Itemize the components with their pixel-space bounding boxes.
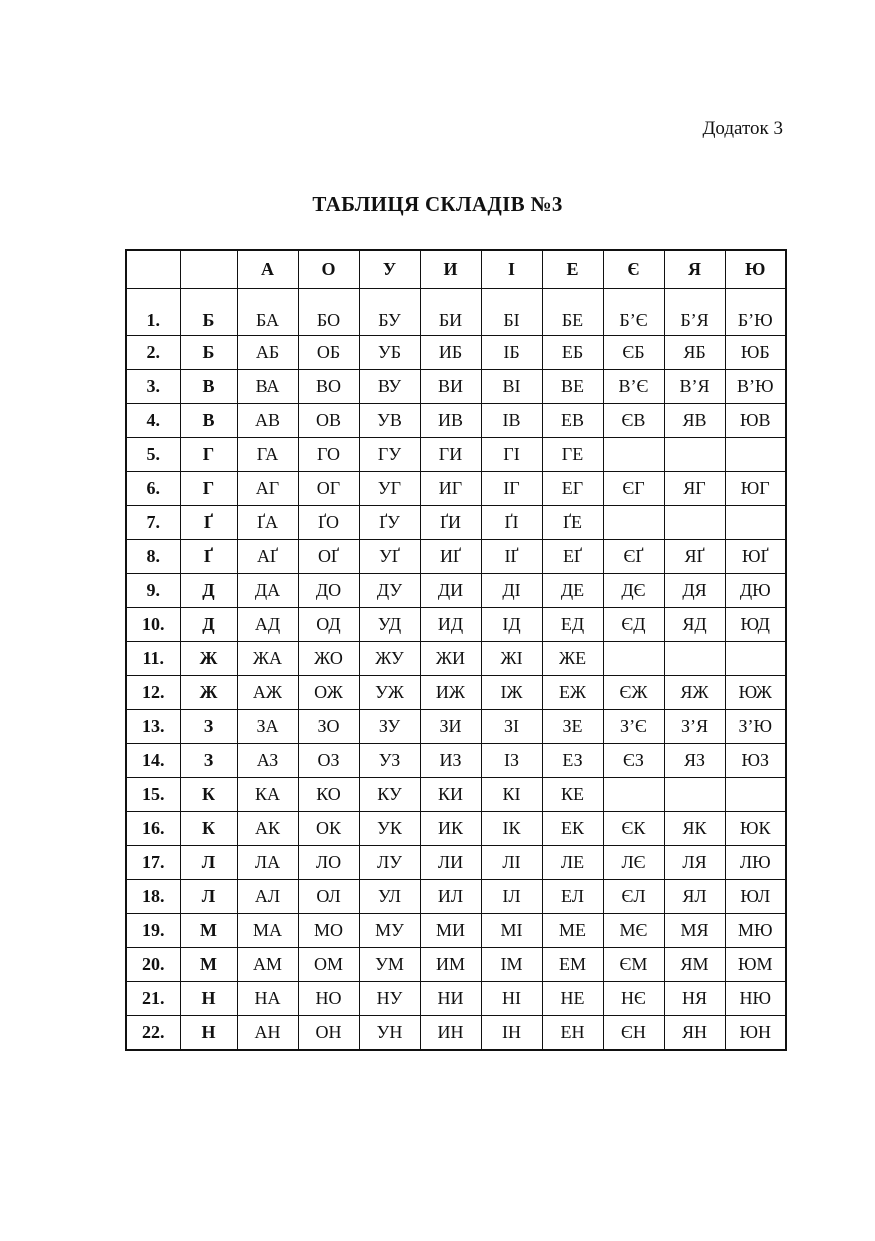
table-row [126,846,786,880]
syllable-cell: ЗИ [420,710,481,744]
syllable-cell: КЕ [542,778,603,812]
syllable-cell: ИК [420,812,481,846]
syllable-cell: ҐА [237,506,298,540]
row-consonant: М [180,914,237,948]
syllable-cell: ДІ [481,574,542,608]
syllable-cell: ЮМ [725,948,786,982]
syllable-cell: ЄЛ [603,880,664,914]
row-number: 17. [126,846,180,880]
syllable-cell: ЮН [725,1016,786,1051]
syllable-cell: ИҐ [420,540,481,574]
syllable-cell: ГЕ [542,438,603,472]
syllable-cell: ЮЖ [725,676,786,710]
syllable-cell: ВА [237,370,298,404]
syllable-cell: КО [298,778,359,812]
syllable-cell: ИД [420,608,481,642]
table-row [126,778,786,812]
header-cell: Е [542,250,603,289]
header-cell: Ю [725,250,786,289]
syllable-cell [725,778,786,812]
syllable-cell: НО [298,982,359,1016]
row-number: 22. [126,1016,180,1051]
syllable-cell: УМ [359,948,420,982]
header-cell [180,250,237,289]
syllable-cell: МІ [481,914,542,948]
syllable-cell: ЛЄ [603,846,664,880]
syllable-cell: НЄ [603,982,664,1016]
row-consonant: Г [180,472,237,506]
syllable-cell: В’Ю [725,370,786,404]
syllable-cell: ЛО [298,846,359,880]
syllable-cell: ЄҐ [603,540,664,574]
syllable-cell: ЄЖ [603,676,664,710]
syllable-cell: НА [237,982,298,1016]
syllable-cell: ІБ [481,336,542,370]
syllable-cell: ЯБ [664,336,725,370]
page-title: ТАБЛИЦЯ СКЛАДІВ №3 [312,192,563,216]
row-number: 9. [126,574,180,608]
syllable-cell: БЕ [542,289,603,336]
row-consonant: Д [180,574,237,608]
row-consonant: Ж [180,642,237,676]
syllable-cell: ИГ [420,472,481,506]
syllable-cell: МЄ [603,914,664,948]
row-number: 19. [126,914,180,948]
syllable-cell: ЕЗ [542,744,603,778]
syllable-cell: ҐО [298,506,359,540]
table-row [126,880,786,914]
row-number: 10. [126,608,180,642]
syllable-cell [603,506,664,540]
syllable-cell: АМ [237,948,298,982]
header-cell: И [420,250,481,289]
row-consonant: Б [180,336,237,370]
syllable-cell: ЖА [237,642,298,676]
syllable-cell: В’Є [603,370,664,404]
syllable-cell: ОҐ [298,540,359,574]
syllable-cell: ОН [298,1016,359,1051]
syllable-cell: УК [359,812,420,846]
syllable-cell: ОЗ [298,744,359,778]
row-number: 1. [126,289,180,336]
syllable-cell: ІГ [481,472,542,506]
syllable-cell: ДЯ [664,574,725,608]
syllable-cell: ГА [237,438,298,472]
syllable-cell: УҐ [359,540,420,574]
row-number: 18. [126,880,180,914]
row-number: 7. [126,506,180,540]
syllable-cell: ЯЗ [664,744,725,778]
row-consonant: Ж [180,676,237,710]
syllable-cell: ЖУ [359,642,420,676]
syllable-cell: В’Я [664,370,725,404]
syllable-cell: ОЖ [298,676,359,710]
row-number: 4. [126,404,180,438]
syllable-cell: ЖО [298,642,359,676]
syllable-cell: КА [237,778,298,812]
syllable-cell: ДЄ [603,574,664,608]
syllable-cell: ЯК [664,812,725,846]
row-consonant: М [180,948,237,982]
syllable-cell: ЄЗ [603,744,664,778]
syllable-cell: ІЛ [481,880,542,914]
syllable-cell: УВ [359,404,420,438]
row-number: 6. [126,472,180,506]
syllable-cell: ЯҐ [664,540,725,574]
syllable-cell [664,438,725,472]
row-consonant: Н [180,982,237,1016]
syllable-cell: ГУ [359,438,420,472]
syllable-cell: АД [237,608,298,642]
syllable-cell: НИ [420,982,481,1016]
row-consonant: Д [180,608,237,642]
syllable-cell: ЕВ [542,404,603,438]
row-consonant: В [180,370,237,404]
syllable-cell [664,642,725,676]
syllable-cell: ЮГ [725,472,786,506]
table-row [126,370,786,404]
syllable-cell: ІВ [481,404,542,438]
syllable-cell: АЗ [237,744,298,778]
syllable-table [125,249,787,1051]
table-row [126,540,786,574]
row-consonant: Н [180,1016,237,1051]
syllable-cell: УГ [359,472,420,506]
row-number: 8. [126,540,180,574]
syllable-cell: МА [237,914,298,948]
syllable-cell: З’Я [664,710,725,744]
syllable-cell: АГ [237,472,298,506]
syllable-cell: АН [237,1016,298,1051]
syllable-cell: ГО [298,438,359,472]
row-number: 21. [126,982,180,1016]
syllable-cell [664,778,725,812]
syllable-cell [725,438,786,472]
syllable-cell: ҐЕ [542,506,603,540]
syllable-cell: ЮБ [725,336,786,370]
syllable-cell: ДЮ [725,574,786,608]
syllable-cell: ГИ [420,438,481,472]
row-number: 16. [126,812,180,846]
syllable-cell: БИ [420,289,481,336]
syllable-cell: ЄБ [603,336,664,370]
syllable-cell: МЯ [664,914,725,948]
header-cell: І [481,250,542,289]
syllable-cell [725,506,786,540]
row-consonant: Ґ [180,540,237,574]
syllable-cell: ЯЖ [664,676,725,710]
syllable-cell: ЛЮ [725,846,786,880]
table-row [126,289,786,336]
syllable-cell: УБ [359,336,420,370]
table-row [126,574,786,608]
row-number: 2. [126,336,180,370]
syllable-cell: ЛІ [481,846,542,880]
table-row [126,506,786,540]
syllable-cell: ИЖ [420,676,481,710]
syllable-cell: ЕН [542,1016,603,1051]
table-row [126,336,786,370]
syllable-cell: ВИ [420,370,481,404]
row-consonant: Ґ [180,506,237,540]
row-consonant: З [180,710,237,744]
syllable-cell: АВ [237,404,298,438]
syllable-cell: ЮК [725,812,786,846]
syllable-cell [664,506,725,540]
row-number: 20. [126,948,180,982]
syllable-cell: ЕК [542,812,603,846]
syllable-cell: АБ [237,336,298,370]
syllable-cell: БО [298,289,359,336]
syllable-cell: ЛУ [359,846,420,880]
syllable-cell: ЄД [603,608,664,642]
syllable-cell: ВЕ [542,370,603,404]
syllable-cell: ИЗ [420,744,481,778]
syllable-cell: НІ [481,982,542,1016]
syllable-cell: ЕЖ [542,676,603,710]
syllable-cell: ОЛ [298,880,359,914]
syllable-cell [725,642,786,676]
table-row [126,438,786,472]
syllable-cell: З’Ю [725,710,786,744]
syllable-cell: ЖИ [420,642,481,676]
syllable-cell: ЕҐ [542,540,603,574]
table-row [126,642,786,676]
row-consonant: Л [180,880,237,914]
syllable-cell: ВІ [481,370,542,404]
syllable-cell: ЛА [237,846,298,880]
table-row [126,710,786,744]
table-row [126,1016,786,1051]
syllable-cell: ОД [298,608,359,642]
syllable-cell: УД [359,608,420,642]
table-row [126,914,786,948]
syllable-cell: ОК [298,812,359,846]
syllable-cell: ІЖ [481,676,542,710]
syllable-cell: АК [237,812,298,846]
syllable-cell: ДУ [359,574,420,608]
syllable-cell [603,642,664,676]
appendix-label: Додаток 3 [702,118,783,139]
syllable-cell: Б’Ю [725,289,786,336]
syllable-cell: УЖ [359,676,420,710]
row-consonant: К [180,812,237,846]
syllable-cell: ЗУ [359,710,420,744]
syllable-cell: ДЕ [542,574,603,608]
syllable-cell: КІ [481,778,542,812]
syllable-cell: ЮЗ [725,744,786,778]
syllable-cell: ЯН [664,1016,725,1051]
table-row [126,744,786,778]
syllable-cell: НЕ [542,982,603,1016]
syllable-cell: БУ [359,289,420,336]
syllable-cell: ИВ [420,404,481,438]
table-row [126,404,786,438]
header-cell: О [298,250,359,289]
syllable-cell: ДА [237,574,298,608]
syllable-cell: ІК [481,812,542,846]
row-number: 13. [126,710,180,744]
syllable-cell [603,778,664,812]
syllable-cell: ЯМ [664,948,725,982]
syllable-cell: ЮЛ [725,880,786,914]
syllable-cell: ИБ [420,336,481,370]
table-row [126,472,786,506]
row-number: 5. [126,438,180,472]
row-number: 14. [126,744,180,778]
header-cell: Є [603,250,664,289]
syllable-cell: Б’Я [664,289,725,336]
syllable-cell: ВО [298,370,359,404]
syllable-cell: НЮ [725,982,786,1016]
syllable-cell: ЗО [298,710,359,744]
syllable-cell: ІН [481,1016,542,1051]
syllable-cell: ЯВ [664,404,725,438]
row-consonant: З [180,744,237,778]
syllable-cell: ЕБ [542,336,603,370]
syllable-cell: ЛЯ [664,846,725,880]
syllable-cell: УН [359,1016,420,1051]
header-row [126,250,786,289]
syllable-cell: ДО [298,574,359,608]
syllable-cell: МО [298,914,359,948]
syllable-cell: КИ [420,778,481,812]
syllable-cell: ЮҐ [725,540,786,574]
syllable-cell: ИН [420,1016,481,1051]
header-cell: У [359,250,420,289]
syllable-cell: ЕМ [542,948,603,982]
row-number: 15. [126,778,180,812]
syllable-cell: НУ [359,982,420,1016]
syllable-cell: ИМ [420,948,481,982]
syllable-cell: Б’Є [603,289,664,336]
syllable-cell: ЛЕ [542,846,603,880]
syllable-cell: УЗ [359,744,420,778]
syllable-cell: ЕД [542,608,603,642]
syllable-cell: ЖІ [481,642,542,676]
syllable-cell: ЖЕ [542,642,603,676]
row-number: 3. [126,370,180,404]
syllable-cell: ҐИ [420,506,481,540]
syllable-cell: ЯЛ [664,880,725,914]
syllable-cell: ДИ [420,574,481,608]
syllable-cell: АЖ [237,676,298,710]
syllable-cell: ҐУ [359,506,420,540]
row-number: 12. [126,676,180,710]
syllable-cell: ҐІ [481,506,542,540]
row-consonant: Л [180,846,237,880]
syllable-cell: ІД [481,608,542,642]
syllable-cell: БІ [481,289,542,336]
syllable-cell: МИ [420,914,481,948]
syllable-cell: ЗІ [481,710,542,744]
syllable-cell: З’Є [603,710,664,744]
syllable-cell: ЄК [603,812,664,846]
syllable-cell: ЮВ [725,404,786,438]
syllable-cell: ЄН [603,1016,664,1051]
table-row [126,608,786,642]
syllable-cell: ОМ [298,948,359,982]
syllable-cell: ІМ [481,948,542,982]
syllable-cell: УЛ [359,880,420,914]
syllable-cell: ЯД [664,608,725,642]
syllable-cell: ИЛ [420,880,481,914]
row-number: 11. [126,642,180,676]
syllable-cell: ЗА [237,710,298,744]
syllable-cell: ЄМ [603,948,664,982]
syllable-cell: БА [237,289,298,336]
syllable-cell: ІҐ [481,540,542,574]
syllable-cell: ОВ [298,404,359,438]
syllable-cell: ОБ [298,336,359,370]
syllable-cell: АҐ [237,540,298,574]
row-consonant: К [180,778,237,812]
syllable-cell: КУ [359,778,420,812]
row-consonant: В [180,404,237,438]
syllable-cell: АЛ [237,880,298,914]
syllable-cell: ЄВ [603,404,664,438]
syllable-cell [603,438,664,472]
syllable-cell: НЯ [664,982,725,1016]
table-row [126,812,786,846]
syllable-cell: ОГ [298,472,359,506]
header-cell [126,250,180,289]
syllable-cell: ВУ [359,370,420,404]
syllable-cell: ЄГ [603,472,664,506]
header-cell: А [237,250,298,289]
syllable-cell: МЕ [542,914,603,948]
header-cell: Я [664,250,725,289]
syllable-cell: ЕЛ [542,880,603,914]
syllable-cell: ЕГ [542,472,603,506]
syllable-cell: ЯГ [664,472,725,506]
syllable-cell: МУ [359,914,420,948]
row-consonant: Г [180,438,237,472]
syllable-cell: МЮ [725,914,786,948]
syllable-cell: ЛИ [420,846,481,880]
table-row [126,982,786,1016]
syllable-cell: ІЗ [481,744,542,778]
syllable-cell: ЮД [725,608,786,642]
syllable-cell: ГІ [481,438,542,472]
syllable-cell: ЗЕ [542,710,603,744]
row-consonant: Б [180,289,237,336]
table-row [126,676,786,710]
table-row [126,948,786,982]
